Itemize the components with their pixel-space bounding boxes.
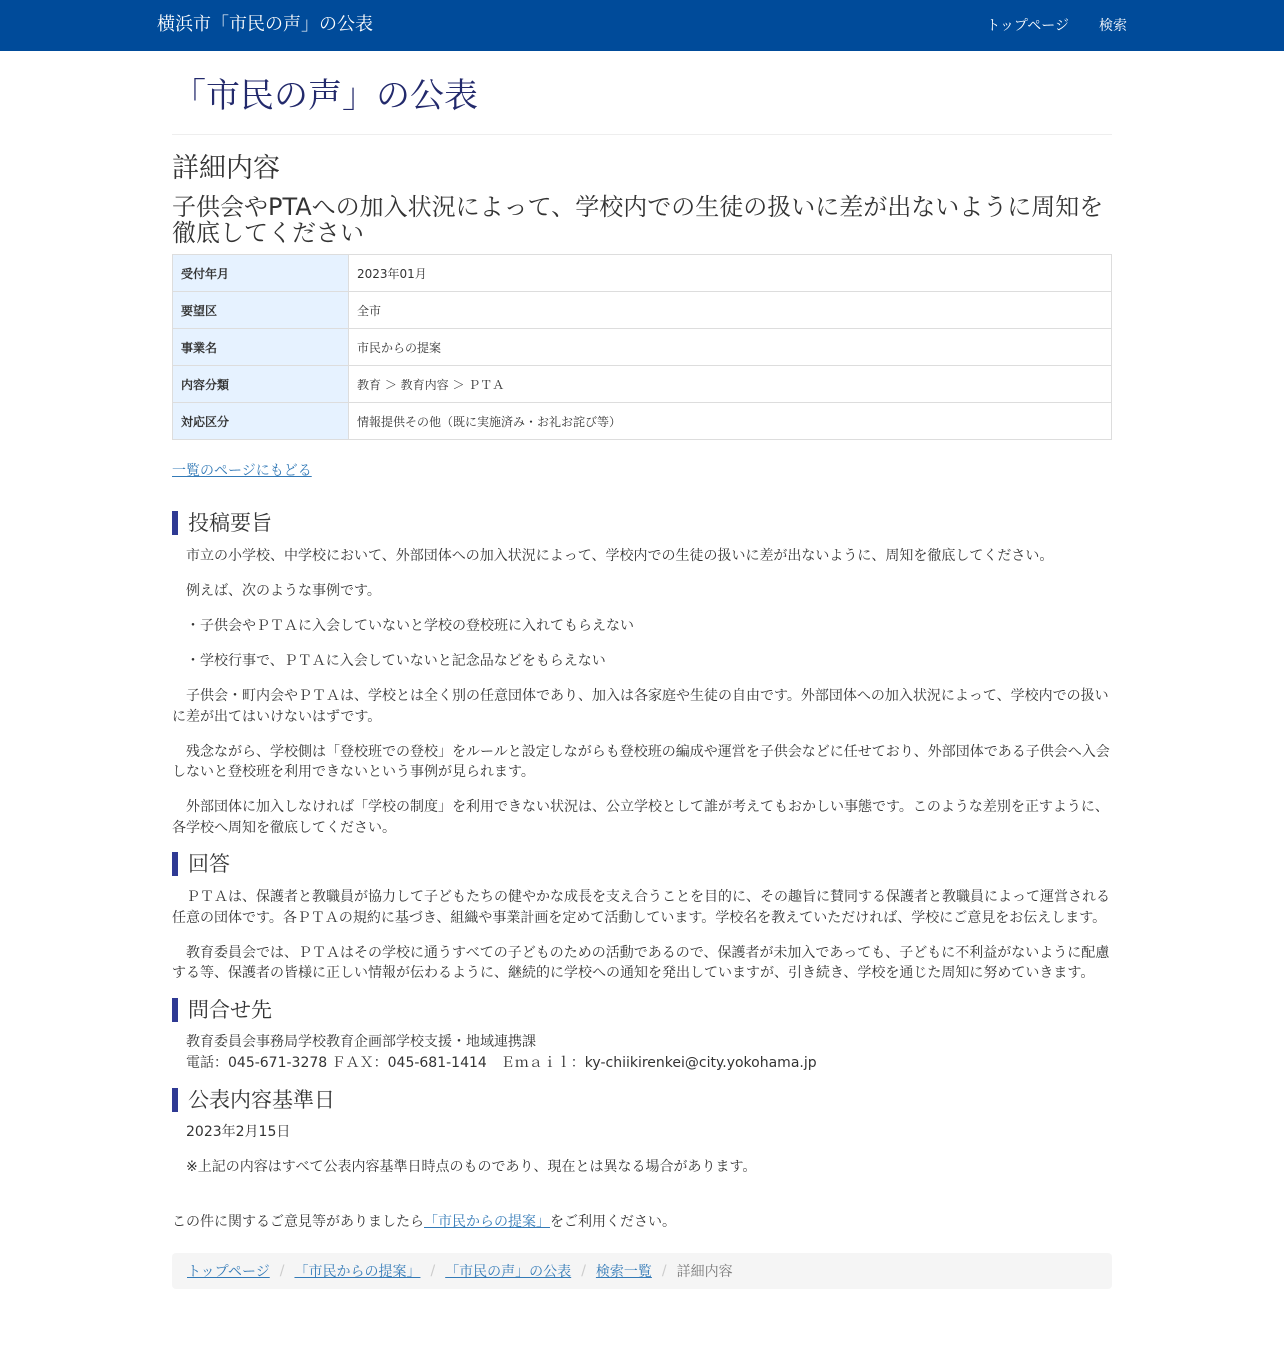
table-value: 教育 ＞ 教育内容 ＞ ＰＴＡ	[349, 366, 1112, 403]
main-content	[172, 51, 1112, 1289]
nav-search-link[interactable]: 検索	[1099, 18, 1127, 34]
breadcrumb-citizen-proposal[interactable]: 「市民からの提案」	[294, 1263, 421, 1280]
table-row	[173, 403, 1112, 440]
breadcrumb-separator: /	[661, 1262, 667, 1279]
breadcrumb-separator: /	[581, 1262, 586, 1279]
back-to-list-link[interactable]: 一覧のページにもどる	[172, 463, 312, 479]
table-value: 市民からの提案	[349, 329, 1112, 366]
top-navbar	[0, 0, 1284, 51]
table-label: 内容分類	[173, 366, 349, 403]
table-label: 事業名	[173, 329, 349, 366]
answer-paragraph: 教育委員会では、ＰＴＡはその学校に通うすべての子どものための活動であるので、保護者が未加入であっても、子どもに不利益がないように配慮する等、保護者の皆様に正しい情報が伝わるように、継続的に学校への通知を発出していますが、引き続き、学校を通じた周知に努めていきます。	[172, 944, 1110, 981]
table-label: 対応区分	[173, 403, 349, 440]
contact-heading: 問合せ先	[172, 998, 1112, 1022]
table-value: 全市	[349, 292, 1112, 329]
opinion-prefix: この件に関するご意見等がありましたら	[172, 1213, 424, 1230]
breadcrumb	[172, 1253, 1112, 1289]
contact-department: 教育委員会事務局学校教育企画部学校支援・地域連携課	[186, 1033, 536, 1050]
table-row	[173, 366, 1112, 403]
publication-date: 2023年2月15日	[186, 1123, 291, 1140]
post-summary-heading: 投稿要旨	[172, 511, 1112, 535]
breadcrumb-current: 詳細内容	[676, 1263, 733, 1280]
breadcrumb-separator: /	[430, 1262, 436, 1279]
answer-paragraph: ＰＴＡは、保護者と教職員が協力して子どもたちの健やかな成長を支え合うことを目的に、その趣旨に賛同する保護者と教職員によって運営される任意の団体です。各ＰＴＡの規約に基づき、組織や事業計画を定めて活動しています。学校名を教えていただければ、学校にご意見をお伝えします。	[172, 889, 1110, 926]
summary-paragraph: 例えば、次のような事例です。	[186, 583, 381, 599]
summary-paragraph: ・学校行事で、ＰＴＡに入会していないと記念品などをもらえない	[186, 653, 606, 669]
page-title: 「市民の声」の公表	[172, 51, 1112, 135]
summary-paragraph: ・子供会やＰＴＡに入会していないと学校の登校班に入れてもらえない	[186, 618, 634, 634]
table-value: 情報提供その他（既に実施済み・お礼お詫び等）	[349, 403, 1112, 440]
table-row	[173, 292, 1112, 329]
site-brand[interactable]: 横浜市「市民の声」の公表	[157, 14, 373, 35]
section-title: 詳細内容	[172, 153, 280, 184]
opinion-text	[172, 1212, 1112, 1233]
table-label: 要望区	[173, 292, 349, 329]
table-label: 受付年月	[173, 255, 349, 292]
contact-details: 電話：045-671-3278 ＦＡＸ：045-681-1414 Ｅｍａｉｌ：ky-chiikirenkei@city.yokohama.jp	[186, 1054, 817, 1071]
summary-paragraph: 市立の小学校、中学校において、外部団体への加入状況によって、学校内での生徒の扱いに差が出ないように、周知を徹底してください。	[186, 548, 1054, 564]
opinion-suffix: をご利用ください。	[550, 1213, 676, 1230]
citizen-proposal-link[interactable]: 「市民からの提案」	[424, 1213, 550, 1230]
publication-note: ※上記の内容はすべて公表内容基準日時点のものであり、現在とは異なる場合があります。	[186, 1158, 757, 1175]
summary-paragraph: 残念ながら、学校側は「登校班での登校」をルールと設定しながらも登校班の編成や運営を子供会などに任せており、外部団体である子供会へ入会しないと登校班を利用できないという事例が見られます。	[172, 743, 1110, 780]
summary-paragraph: 外部団体に加入しなければ「学校の制度」を利用できない状況は、公立学校として誰が考えてもおかしい事態です。このような差別を正すように、各学校へ周知を徹底してください。	[172, 799, 1109, 836]
subject-title: 子供会やPTAへの加入状況によって、学校内での生徒の扱いに差が出ないように周知を徹底してください	[172, 193, 1104, 247]
answer-heading: 回答	[172, 852, 1112, 876]
summary-paragraph: 子供会・町内会やＰＴＡは、学校とは全く別の任意団体であり、加入は各家庭や生徒の自由です。外部団体への加入状況によって、学校内での扱いに差が出てはいけないはずです。	[172, 688, 1109, 725]
table-row	[173, 255, 1112, 292]
table-value: 2023年01月	[349, 255, 1112, 292]
nav-top-page-link[interactable]: トップページ	[986, 18, 1069, 34]
breadcrumb-citizen-voice[interactable]: 「市民の声」の公表	[445, 1263, 572, 1280]
breadcrumb-top-page[interactable]: トップページ	[187, 1263, 270, 1280]
info-table	[172, 254, 1112, 440]
publication-date-heading: 公表内容基準日	[172, 1088, 1112, 1112]
breadcrumb-search-list[interactable]: 検索一覧	[595, 1263, 652, 1280]
table-row	[173, 329, 1112, 366]
nav-links	[986, 17, 1127, 35]
breadcrumb-separator: /	[279, 1262, 285, 1279]
